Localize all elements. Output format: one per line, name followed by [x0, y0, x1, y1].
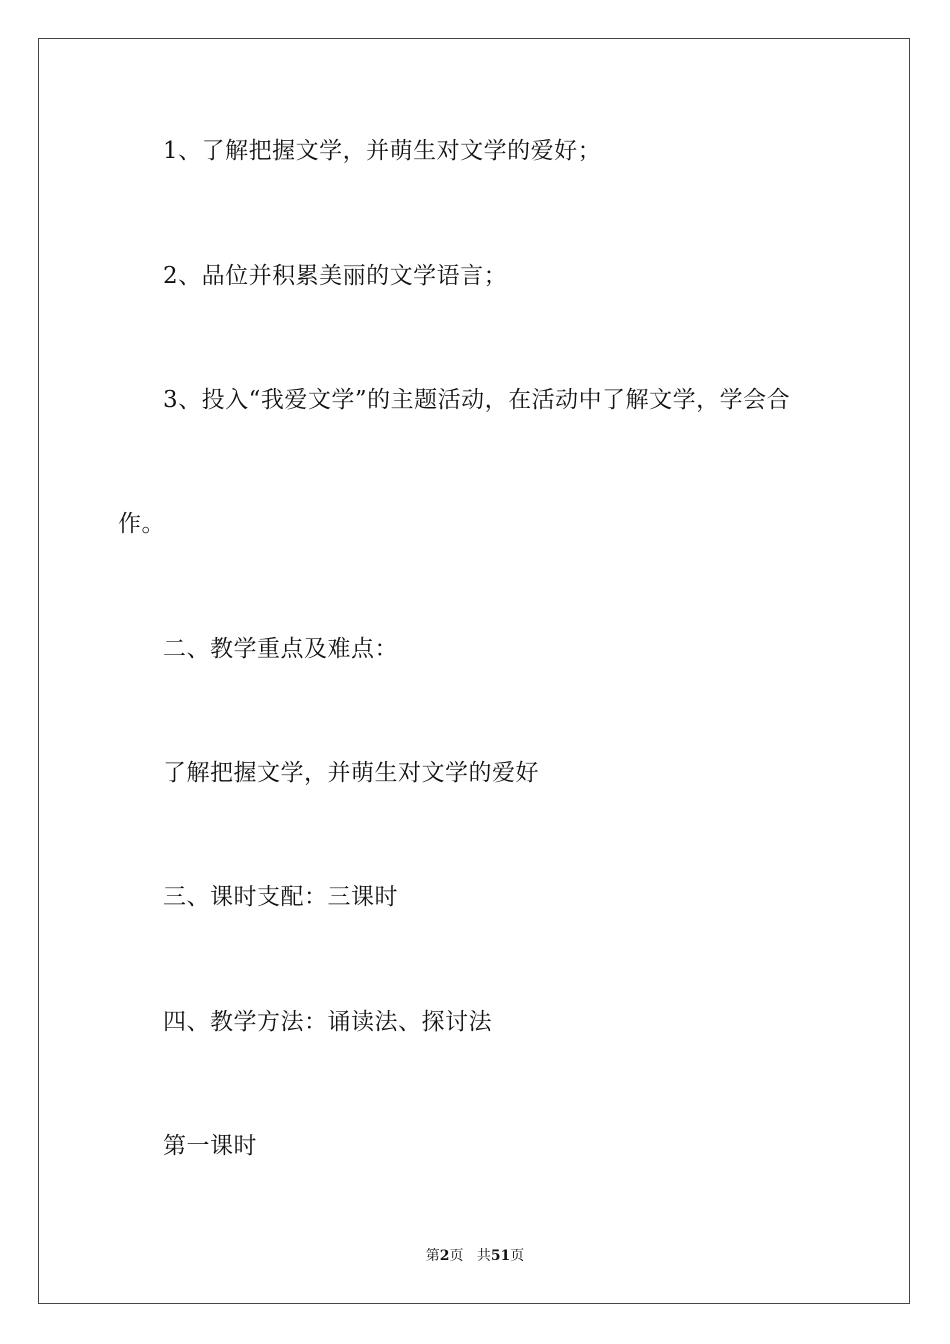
objective-3: 3、投入“我爱文学”的主题活动，在活动中了解文学，学会合	[163, 387, 791, 413]
footer-page-suffix: 页	[449, 1248, 464, 1264]
footer-page-number: 2	[439, 1248, 450, 1264]
objective-3-continued: 作。	[118, 511, 165, 537]
footer-total-suffix: 页	[510, 1248, 525, 1264]
lesson-one-heading: 第一课时	[163, 1133, 257, 1159]
objective-2: 2、品位并积累美丽的文学语言；	[163, 263, 508, 289]
footer-total-prefix: 共	[476, 1248, 491, 1264]
section-heading-schedule: 三、课时支配：三课时	[163, 884, 398, 910]
page-border	[38, 38, 910, 1304]
page-footer	[0, 1247, 950, 1265]
footer-total-pages: 51	[490, 1248, 511, 1264]
key-points-text: 了解把握文学，并萌生对文学的爱好	[163, 760, 539, 786]
footer-page-prefix: 第	[425, 1248, 440, 1264]
objective-1: 1、了解把握文学，并萌生对文学的爱好；	[163, 138, 602, 164]
section-heading-key-points: 二、教学重点及难点：	[163, 636, 398, 662]
section-heading-methods: 四、教学方法：诵读法、探讨法	[163, 1009, 492, 1035]
